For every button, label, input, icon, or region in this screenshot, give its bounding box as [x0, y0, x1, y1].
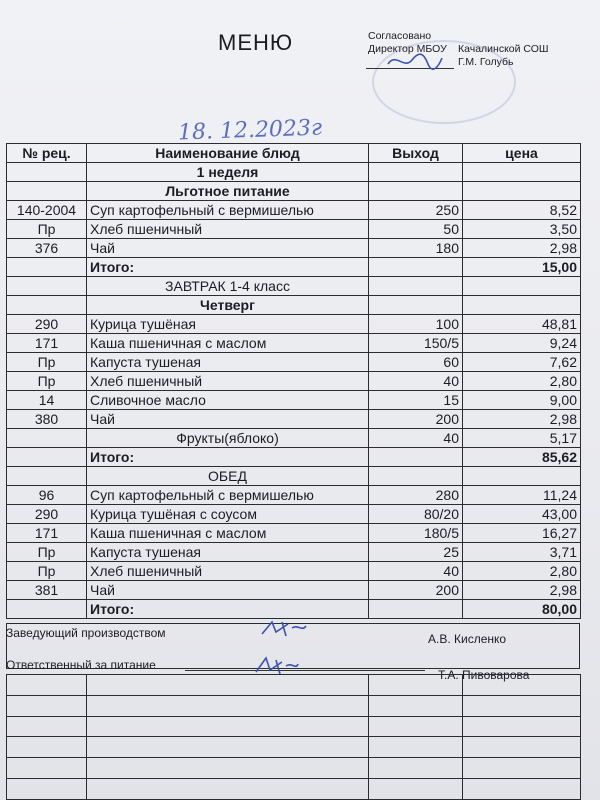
blank-cell [7, 758, 87, 779]
blank-cell [369, 779, 463, 800]
row-code [7, 258, 87, 277]
row-code [7, 182, 87, 201]
blank-row [7, 675, 581, 696]
dish-price: 9,00 [463, 391, 581, 410]
blank-cell [463, 675, 581, 696]
recipe-code: Пр [7, 220, 87, 239]
director-name: Г.М. Голубь [458, 56, 514, 68]
row-output [369, 448, 463, 467]
blank-cell [7, 779, 87, 800]
row-code [7, 448, 87, 467]
school-name: Качалинской СОШ [458, 43, 549, 55]
dish-output: 280 [369, 486, 463, 505]
row-code [7, 600, 87, 619]
section-row [7, 467, 581, 486]
col-output-header: Выход [369, 144, 463, 163]
table-header-row [7, 144, 581, 163]
section-title: ЗАВТРАК 1-4 класс [87, 277, 369, 296]
row-price [463, 182, 581, 201]
blank-row [7, 758, 581, 779]
recipe-code: Пр [7, 353, 87, 372]
dish-output: 40 [369, 429, 463, 448]
dish-name: Курица тушёная с соусом [87, 505, 369, 524]
dish-output: 60 [369, 353, 463, 372]
dish-output: 50 [369, 220, 463, 239]
section-row [7, 277, 581, 296]
dish-price: 2,98 [463, 239, 581, 258]
dish-price: 2,98 [463, 410, 581, 429]
table-row [7, 334, 581, 353]
row-code [7, 277, 87, 296]
director-title: Директор МБОУ [368, 43, 447, 55]
blank-cell [7, 737, 87, 758]
dish-name: Суп картофельный с вермишелью [87, 201, 369, 220]
recipe-code: 171 [7, 524, 87, 543]
head-signature [258, 618, 308, 640]
blank-cell [87, 675, 369, 696]
total-price: 85,62 [463, 448, 581, 467]
dish-name: Суп картофельный с вермишелью [87, 486, 369, 505]
recipe-code: Пр [7, 543, 87, 562]
total-label: Итого: [87, 258, 369, 277]
dish-output: 250 [369, 201, 463, 220]
section-title: Льготное питание [87, 182, 369, 201]
blank-row [7, 779, 581, 800]
director-signature [384, 50, 444, 74]
dish-output: 180/5 [369, 524, 463, 543]
dish-price: 2,80 [463, 372, 581, 391]
dish-output: 40 [369, 562, 463, 581]
recipe-code: 171 [7, 334, 87, 353]
page-title: МЕНЮ [218, 30, 294, 55]
section-title: Четверг [87, 296, 369, 315]
row-output [369, 258, 463, 277]
total-label: Итого: [87, 448, 369, 467]
table-row [7, 562, 581, 581]
table-row [7, 543, 581, 562]
row-price [463, 467, 581, 486]
section-title: ОБЕД [87, 467, 369, 486]
row-output [369, 467, 463, 486]
row-code [7, 467, 87, 486]
dish-price: 5,17 [463, 429, 581, 448]
section-row [7, 296, 581, 315]
dish-price: 8,52 [463, 201, 581, 220]
dish-output: 100 [369, 315, 463, 334]
recipe-code: 376 [7, 239, 87, 258]
dish-output: 80/20 [369, 505, 463, 524]
row-output [369, 163, 463, 182]
blank-cell [369, 758, 463, 779]
dish-name: Курица тушёная [87, 315, 369, 334]
table-row [7, 524, 581, 543]
responsible-name: Т.А. Пивоварова [438, 668, 530, 682]
table-row [7, 410, 581, 429]
dish-name: Чай [87, 239, 369, 258]
total-price: 80,00 [463, 600, 581, 619]
blank-cell [7, 716, 87, 737]
table-row [7, 505, 581, 524]
dish-name: Капуста тушеная [87, 353, 369, 372]
dish-price: 2,98 [463, 581, 581, 600]
total-row [7, 600, 581, 619]
table-row [7, 201, 581, 220]
blank-row [7, 695, 581, 716]
dish-output: 180 [369, 239, 463, 258]
dish-price: 3,71 [463, 543, 581, 562]
dish-price: 43,00 [463, 505, 581, 524]
responsible-label: Ответственный за питание [6, 658, 156, 672]
row-code [7, 163, 87, 182]
dish-output: 15 [369, 391, 463, 410]
dish-name: Каша пшеничная с маслом [87, 334, 369, 353]
dish-name: Каша пшеничная с маслом [87, 524, 369, 543]
recipe-code: 381 [7, 581, 87, 600]
recipe-code: 290 [7, 315, 87, 334]
col-recipe-header: № рец. [7, 144, 87, 163]
dish-output: 200 [369, 410, 463, 429]
blank-cell [87, 737, 369, 758]
recipe-code: 14 [7, 391, 87, 410]
row-output [369, 600, 463, 619]
row-price [463, 277, 581, 296]
dish-output: 40 [369, 372, 463, 391]
blank-cell [87, 695, 369, 716]
table-row [7, 353, 581, 372]
blank-cell [369, 737, 463, 758]
table-row [7, 239, 581, 258]
blank-cell [463, 695, 581, 716]
table-row [7, 581, 581, 600]
blank-cell [463, 716, 581, 737]
dish-output: 200 [369, 581, 463, 600]
row-output [369, 182, 463, 201]
recipe-code: 140-2004 [7, 201, 87, 220]
table-row [7, 391, 581, 410]
blank-row [7, 716, 581, 737]
dish-price: 16,27 [463, 524, 581, 543]
responsible-line [185, 670, 425, 671]
row-price [463, 163, 581, 182]
dish-output: 25 [369, 543, 463, 562]
table-row [7, 486, 581, 505]
dish-price: 48,81 [463, 315, 581, 334]
dish-name: Капуста тушеная [87, 543, 369, 562]
blank-cell [369, 675, 463, 696]
total-price: 15,00 [463, 258, 581, 277]
dish-price: 9,24 [463, 334, 581, 353]
recipe-code [7, 429, 87, 448]
blank-cell [87, 779, 369, 800]
recipe-code: Пр [7, 372, 87, 391]
dish-name: Хлеб пшеничный [87, 372, 369, 391]
head-label: Заведующий производством [6, 626, 166, 640]
total-row [7, 448, 581, 467]
blank-cell [463, 758, 581, 779]
dish-name: Сливочное масло [87, 391, 369, 410]
blank-cell [369, 695, 463, 716]
table-row [7, 372, 581, 391]
total-row [7, 258, 581, 277]
blank-cell [87, 758, 369, 779]
approval-label: Согласовано [368, 30, 432, 42]
recipe-code: Пр [7, 562, 87, 581]
menu-table [6, 143, 581, 619]
blank-cell [369, 716, 463, 737]
blank-row [7, 737, 581, 758]
dish-name: Фрукты(яблоко) [87, 429, 369, 448]
dish-name: Чай [87, 581, 369, 600]
row-price [463, 296, 581, 315]
head-name: А.В. Кисленко [428, 632, 507, 646]
section-row [7, 163, 581, 182]
col-price-header: цена [463, 144, 581, 163]
row-output [369, 277, 463, 296]
dish-output: 150/5 [369, 334, 463, 353]
recipe-code: 96 [7, 486, 87, 505]
blank-cell [463, 737, 581, 758]
menu-date: 18. 12.2023г [177, 115, 323, 146]
row-output [369, 296, 463, 315]
blank-cell [87, 716, 369, 737]
table-row [7, 220, 581, 239]
row-code [7, 296, 87, 315]
dish-price: 3,50 [463, 220, 581, 239]
dish-price: 2,80 [463, 562, 581, 581]
dish-price: 11,24 [463, 486, 581, 505]
section-title: 1 неделя [87, 163, 369, 182]
blank-table [6, 674, 581, 800]
dish-price: 7,62 [463, 353, 581, 372]
table-row [7, 315, 581, 334]
dish-name: Чай [87, 410, 369, 429]
dish-name: Хлеб пшеничный [87, 220, 369, 239]
total-label: Итого: [87, 600, 369, 619]
blank-cell [7, 675, 87, 696]
table-row [7, 429, 581, 448]
blank-cell [7, 695, 87, 716]
col-dish-header: Наименование блюд [87, 144, 369, 163]
dish-name: Хлеб пшеничный [87, 562, 369, 581]
section-row [7, 182, 581, 201]
blank-cell [463, 779, 581, 800]
recipe-code: 290 [7, 505, 87, 524]
recipe-code: 380 [7, 410, 87, 429]
